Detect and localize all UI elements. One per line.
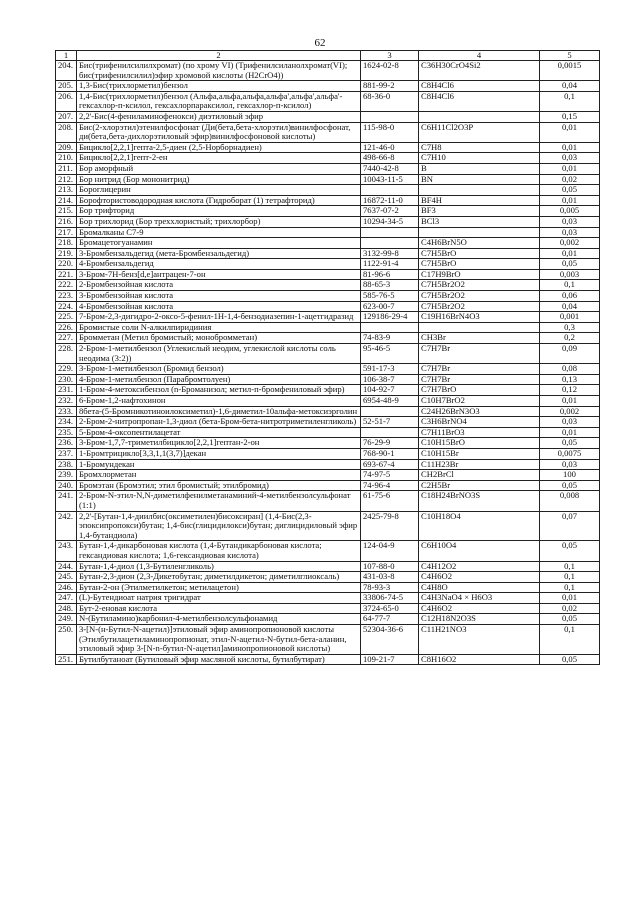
row-number: 215.: [56, 206, 77, 217]
value: 0,01: [540, 396, 600, 407]
table-row: [56, 227, 600, 238]
substance-name: Бицикло[2,2,1]гепта-2,5-диен (2,5-Норборнадиен): [77, 142, 361, 153]
table-row: [56, 603, 600, 614]
cas-number: 10294-34-5: [361, 216, 419, 227]
header-col-5: 5: [540, 51, 600, 61]
table-row: [56, 248, 600, 259]
substance-name: 4-Бромбензойная кислота: [77, 301, 361, 312]
table-row: [56, 61, 600, 81]
value: 0,1: [540, 572, 600, 583]
row-number: 236.: [56, 438, 77, 449]
value: 0,01: [540, 142, 600, 153]
formula: C10H7BrO2: [419, 396, 540, 407]
row-number: 235.: [56, 427, 77, 438]
value: 0,08: [540, 364, 600, 375]
table-row: [56, 195, 600, 206]
cas-number: 3724-65-0: [361, 603, 419, 614]
substance-name: 1,4-Бис(трихлорметил)бензол (Альфа,альфа,альфа,альфа',альфа',альфа'-гексахлор-п-ксилол, гексахлорпараксилол, гексахлор-п-ксилол): [77, 91, 361, 111]
table-body: [56, 61, 600, 665]
table-row: [56, 344, 600, 364]
value: 0,01: [540, 195, 600, 206]
row-number: 239.: [56, 470, 77, 481]
row-number: 227.: [56, 333, 77, 344]
cas-number: 2425-79-8: [361, 511, 419, 541]
cas-number: 61-75-6: [361, 491, 419, 511]
formula: C10H15Br: [419, 448, 540, 459]
table-row: [56, 582, 600, 593]
cas-number: 124-04-9: [361, 541, 419, 561]
row-number: 250.: [56, 625, 77, 655]
row-number: 206.: [56, 91, 77, 111]
row-number: 228.: [56, 344, 77, 364]
table-row: [56, 480, 600, 491]
formula: C7H8: [419, 142, 540, 153]
row-number: 240.: [56, 480, 77, 491]
row-number: 231.: [56, 385, 77, 396]
table-header: [56, 51, 600, 61]
substance-name: 1-Бромундекан: [77, 459, 361, 470]
value: 0,2: [540, 333, 600, 344]
value: 0,1: [540, 561, 600, 572]
value: 0,01: [540, 427, 600, 438]
formula: C7H5Br2O2: [419, 291, 540, 302]
row-number: 246.: [56, 582, 77, 593]
substance-name: 1,3-Бис(трихлорметил)бензол: [77, 81, 361, 92]
substance-name: 3-Бром-7Н-бенз[d,e]антрацен-7-он: [77, 269, 361, 280]
substance-name: (L)-Бутендиоат натрия тригидрат: [77, 593, 361, 604]
cas-number: 33806-74-5: [361, 593, 419, 604]
row-number: 210.: [56, 153, 77, 164]
formula: BN: [419, 174, 540, 185]
formula: C4H8O: [419, 582, 540, 593]
row-number: 244.: [56, 561, 77, 572]
substance-name: Бор трихлорид (Бор треххлористый; трихлорбор): [77, 216, 361, 227]
substance-name: 2-Бром-1-метилбензол (Углекислый неодим, углекислой кислоты соль неодима (3:2)): [77, 344, 361, 364]
row-number: 208.: [56, 122, 77, 142]
cas-number: [361, 238, 419, 249]
formula: C12H18N2O3S: [419, 614, 540, 625]
value: 0,13: [540, 374, 600, 385]
cas-number: 52-51-7: [361, 417, 419, 428]
substance-name: 2-Бром-2-нитропропан-1,3-диол (бета-Бром-бета-нитротриметиленгликоль): [77, 417, 361, 428]
row-number: 238.: [56, 459, 77, 470]
cas-number: 52304-36-6: [361, 625, 419, 655]
substance-name: 8бета-(5-Бромникотиноилоксиметил)-1,6-диметил-10альфа-метоксиэрголин: [77, 406, 361, 417]
value: 0,01: [540, 122, 600, 142]
cas-number: 768-90-1: [361, 448, 419, 459]
formula: C19H16BrN4O3: [419, 312, 540, 323]
cas-number: 81-96-6: [361, 269, 419, 280]
value: 0,05: [540, 185, 600, 196]
cas-number: 106-38-7: [361, 374, 419, 385]
value: 0,05: [540, 614, 600, 625]
row-number: 251.: [56, 654, 77, 665]
value: 0,002: [540, 238, 600, 249]
cas-number: [361, 406, 419, 417]
value: 0,05: [540, 541, 600, 561]
row-number: 221.: [56, 269, 77, 280]
formula: C7H5BrO: [419, 259, 540, 270]
cas-number: 881-99-2: [361, 81, 419, 92]
row-number: 233.: [56, 406, 77, 417]
substance-name: 3-Бром-1,7,7-триметилбицикло[2,2,1]гептан-2-он: [77, 438, 361, 449]
table-row: [56, 280, 600, 291]
table-row: [56, 122, 600, 142]
substance-name: 7-Бром-2,3-дигидро-2-оксо-5-фенил-1Н-1,4-бензодиазепин-1-ацетгидразид: [77, 312, 361, 323]
formula: C7H7Br: [419, 374, 540, 385]
row-number: 213.: [56, 185, 77, 196]
formula: C3H6BrNO4: [419, 417, 540, 428]
row-number: 212.: [56, 174, 77, 185]
formula: C4H6BrN5O: [419, 238, 540, 249]
value: 0,05: [540, 654, 600, 665]
cas-number: [361, 111, 419, 122]
cas-number: 3132-99-8: [361, 248, 419, 259]
value: 0,04: [540, 81, 600, 92]
value: 0,05: [540, 480, 600, 491]
table-row: [56, 206, 600, 217]
value: 0,003: [540, 269, 600, 280]
substance-name: Борофтористоводородная кислота (Гидроборат (1) тетрафторид): [77, 195, 361, 206]
row-number: 237.: [56, 448, 77, 459]
substance-name: Бис(2-хлорэтил)этенилфосфонат (Ди(бета,бета-хлорэтил)винилфосфонат, ди(бета,бета-дихлорэтиловый эфир)винилфосфоновой кислоты): [77, 122, 361, 142]
formula: [419, 185, 540, 196]
table-row: [56, 561, 600, 572]
formula: [419, 111, 540, 122]
substance-name: Бромацетогуанамин: [77, 238, 361, 249]
formula: C18H24BrNO3S: [419, 491, 540, 511]
substance-name: Бромистые соли N-алкилпиридиния: [77, 322, 361, 333]
value: 0,03: [540, 153, 600, 164]
value: 0,0075: [540, 448, 600, 459]
table-row: [56, 427, 600, 438]
table-row: [56, 91, 600, 111]
table-row: [56, 459, 600, 470]
cas-number: 74-83-9: [361, 333, 419, 344]
formula: [419, 227, 540, 238]
cas-number: 78-93-3: [361, 582, 419, 593]
cas-number: 7637-07-2: [361, 206, 419, 217]
substance-name: Бис(трифенилсилилхромат) (по хрому VI) (Трифенилсиланолхромат(VI); бис(трифенилсилил)эфир хромовой кислоты (H2CrO4)): [77, 61, 361, 81]
row-number: 242.: [56, 511, 77, 541]
cas-number: 498-66-8: [361, 153, 419, 164]
value: 0,02: [540, 174, 600, 185]
value: 0,3: [540, 322, 600, 333]
table-row: [56, 417, 600, 428]
substance-name: Бромметан (Метил бромистый; монобромметан): [77, 333, 361, 344]
formula: C11H23Br: [419, 459, 540, 470]
cas-number: 68-36-0: [361, 91, 419, 111]
value: 0,03: [540, 227, 600, 238]
row-number: 241.: [56, 491, 77, 511]
formula: C10H18O4: [419, 511, 540, 541]
row-number: 229.: [56, 364, 77, 375]
substance-name: 3-Бром-1-метилбензол (Бромид бензол): [77, 364, 361, 375]
value: 0,0015: [540, 61, 600, 81]
substance-name: 2,2'-[Бутан-1,4-диилбис(оксиметилен)бисоксиран] (1,4-Бис(2,3-эпоксипропокси)бутан; 1,4-бис(глицидилокси)бутан; диглицидиловый эфир 1,4-бутандиола): [77, 511, 361, 541]
substance-name: 3-[N-(н-Бутил-N-ацетил)]этиловый эфир аминопропионовой кислоты (Этилбутилацетиламинопропионат, этил-N-ацетил-N-бутил-бета-аланин, этиловый эфир 3-[N-n-бутил-N-ацетил]аминопропионовой кислоты): [77, 625, 361, 655]
value: 0,001: [540, 312, 600, 323]
cas-number: 6954-48-9: [361, 396, 419, 407]
header-col-3: 3: [361, 51, 419, 61]
row-number: 217.: [56, 227, 77, 238]
value: 0,03: [540, 216, 600, 227]
table-row: [56, 438, 600, 449]
formula: C6H11Cl2O3P: [419, 122, 540, 142]
table-row: [56, 654, 600, 665]
formula: BF3: [419, 206, 540, 217]
table-row: [56, 81, 600, 92]
cas-number: [361, 427, 419, 438]
substance-name: 2-Бромбензойная кислота: [77, 280, 361, 291]
cas-number: 109-21-7: [361, 654, 419, 665]
row-number: 248.: [56, 603, 77, 614]
substance-name: Бутилбутаноат (Бутиловый эфир масляной кислоты, бутилбутират): [77, 654, 361, 665]
substance-name: Бромалканы C7-9: [77, 227, 361, 238]
substance-name: 2-Бром-N-этил-N,N-диметилфенилметанаминий-4-метилбензолсульфонат (1:1): [77, 491, 361, 511]
formula: C7H7Br: [419, 364, 540, 375]
table-row: [56, 185, 600, 196]
substance-name: Бор трифторид: [77, 206, 361, 217]
table-row: [56, 572, 600, 583]
cas-number: 10043-11-5: [361, 174, 419, 185]
cas-number: 693-67-4: [361, 459, 419, 470]
substance-name: Бороглицерин: [77, 185, 361, 196]
value: 0,01: [540, 163, 600, 174]
formula: C36H30CrO4Si2: [419, 61, 540, 81]
formula: BCl3: [419, 216, 540, 227]
page-number: 62: [314, 37, 326, 49]
value: 0,04: [540, 301, 600, 312]
row-number: 224.: [56, 301, 77, 312]
substance-name: Бутан-1,4-диол (1,3-Бутиленгликоль): [77, 561, 361, 572]
row-number: 222.: [56, 280, 77, 291]
substance-name: Бутан-1,4-дикарбоновая кислота (1,4-Бутандикарбоновая кислота; гександиовая кислота; 1,6-гександиовая кислота): [77, 541, 361, 561]
value: 0,01: [540, 248, 600, 259]
cas-number: 431-03-8: [361, 572, 419, 583]
row-number: 211.: [56, 163, 77, 174]
formula: CH3Br: [419, 333, 540, 344]
cas-number: 104-92-7: [361, 385, 419, 396]
value: 0,06: [540, 291, 600, 302]
table-row: [56, 142, 600, 153]
substance-name: 1-Бромтрицикло[3,3,1,1(3,7)]декан: [77, 448, 361, 459]
formula: C10H15BrO: [419, 438, 540, 449]
table-row: [56, 593, 600, 604]
table-row: [56, 153, 600, 164]
value: 0,05: [540, 438, 600, 449]
table-row: [56, 111, 600, 122]
value: 0,03: [540, 417, 600, 428]
table-row: [56, 396, 600, 407]
table-row: [56, 541, 600, 561]
row-number: 245.: [56, 572, 77, 583]
table-row: [56, 406, 600, 417]
table-row: [56, 238, 600, 249]
substance-name: 5-Бром-4-оксопентилацетат: [77, 427, 361, 438]
table-row: [56, 291, 600, 302]
cas-number: 88-65-3: [361, 280, 419, 291]
substance-name: Бор нитрид (Бор мононитрид): [77, 174, 361, 185]
value: 0,15: [540, 111, 600, 122]
row-number: 219.: [56, 248, 77, 259]
table-row: [56, 312, 600, 323]
value: 0,05: [540, 259, 600, 270]
row-number: 216.: [56, 216, 77, 227]
row-number: 226.: [56, 322, 77, 333]
cas-number: [361, 322, 419, 333]
formula: C4H12O2: [419, 561, 540, 572]
formula: C2H5Br: [419, 480, 540, 491]
cas-number: 1122-91-4: [361, 259, 419, 270]
cas-number: 74-97-5: [361, 470, 419, 481]
value: 0,03: [540, 459, 600, 470]
cas-number: 74-96-4: [361, 480, 419, 491]
substance-name: Бутан-2-он (Этилметилкетон; метилацетон): [77, 582, 361, 593]
substances-table: [55, 50, 600, 665]
header-col-1: 1: [56, 51, 77, 61]
value: 0,02: [540, 603, 600, 614]
cas-number: 129186-29-4: [361, 312, 419, 323]
cas-number: 591-17-3: [361, 364, 419, 375]
table-row: [56, 470, 600, 481]
formula: C4H3NaO4 × H6O3: [419, 593, 540, 604]
row-number: 209.: [56, 142, 77, 153]
value: 0,005: [540, 206, 600, 217]
value: 0,1: [540, 280, 600, 291]
value: 0,09: [540, 344, 600, 364]
row-number: 220.: [56, 259, 77, 270]
header-col-4: 4: [419, 51, 540, 61]
table-row: [56, 448, 600, 459]
formula: B: [419, 163, 540, 174]
table-row: [56, 333, 600, 344]
formula: C6H10O4: [419, 541, 540, 561]
row-number: 214.: [56, 195, 77, 206]
cas-number: 121-46-0: [361, 142, 419, 153]
table-row: [56, 259, 600, 270]
cas-number: [361, 227, 419, 238]
row-number: 225.: [56, 312, 77, 323]
row-number: 230.: [56, 374, 77, 385]
table-row: [56, 625, 600, 655]
table-row: [56, 322, 600, 333]
substance-name: Бицикло[2,2,1]гепт-2-ен: [77, 153, 361, 164]
substance-name: 1-Бром-4-метоксибензол (n-Броманизол; метил-п-бромфениловый эфир): [77, 385, 361, 396]
formula: C4H6O2: [419, 572, 540, 583]
table-row: [56, 163, 600, 174]
substance-name: Бут-2-еновая кислота: [77, 603, 361, 614]
formula: C4H6O2: [419, 603, 540, 614]
cas-number: 16872-11-0: [361, 195, 419, 206]
formula: BF4H: [419, 195, 540, 206]
table-row: [56, 216, 600, 227]
row-number: 207.: [56, 111, 77, 122]
cas-number: 585-76-5: [361, 291, 419, 302]
row-number: 223.: [56, 291, 77, 302]
table-row: [56, 491, 600, 511]
formula: C7H10: [419, 153, 540, 164]
substance-name: 4-Бромбензальдегид: [77, 259, 361, 270]
cas-number: 107-88-0: [361, 561, 419, 572]
formula: C11H21NO3: [419, 625, 540, 655]
formula: C17H9BrO: [419, 269, 540, 280]
table-row: [56, 614, 600, 625]
cas-number: 7440-42-8: [361, 163, 419, 174]
table-row: [56, 364, 600, 375]
row-number: 204.: [56, 61, 77, 81]
table-row: [56, 301, 600, 312]
table-row: [56, 174, 600, 185]
table-row: [56, 385, 600, 396]
formula: C8H4Cl6: [419, 81, 540, 92]
substance-name: 3-Бромбензойная кислота: [77, 291, 361, 302]
formula: C7H7BrO: [419, 385, 540, 396]
value: 0,002: [540, 406, 600, 417]
substance-name: 2,2'-Бис(4-фениламинофенокси) диэтиловый эфир: [77, 111, 361, 122]
value: 100: [540, 470, 600, 481]
cas-number: 623-00-7: [361, 301, 419, 312]
substance-name: Бор аморфный: [77, 163, 361, 174]
formula: C24H26BrN3O3: [419, 406, 540, 417]
formula: C7H5Br2O2: [419, 280, 540, 291]
row-number: 243.: [56, 541, 77, 561]
table-row: [56, 269, 600, 280]
substance-name: 6-Бром-1,2-нафтохинон: [77, 396, 361, 407]
value: 0,12: [540, 385, 600, 396]
row-number: 234.: [56, 417, 77, 428]
header-col-2: 2: [77, 51, 361, 61]
substance-name: Бромэтан (Бромэтил; этил бромистый; этилбромид): [77, 480, 361, 491]
cas-number: 115-98-0: [361, 122, 419, 142]
formula: C7H7Br: [419, 344, 540, 364]
row-number: 218.: [56, 238, 77, 249]
value: 0,1: [540, 625, 600, 655]
value: 0,1: [540, 91, 600, 111]
value: 0,008: [540, 491, 600, 511]
substance-name: 3-Бромбензальдегид (мета-Бромбензальдегид): [77, 248, 361, 259]
cas-number: 76-29-9: [361, 438, 419, 449]
cas-number: 95-46-5: [361, 344, 419, 364]
formula: C7H11BrO3: [419, 427, 540, 438]
value: 0,07: [540, 511, 600, 541]
cas-number: 1624-02-8: [361, 61, 419, 81]
formula: C7H5Br2O2: [419, 301, 540, 312]
row-number: 247.: [56, 593, 77, 604]
value: 0,1: [540, 582, 600, 593]
row-number: 249.: [56, 614, 77, 625]
substance-name: 4-Бром-1-метилбензол (Парабромтолуен): [77, 374, 361, 385]
row-number: 205.: [56, 81, 77, 92]
table-row: [56, 511, 600, 541]
cas-number: [361, 185, 419, 196]
substance-name: N-(Бутиламино)карбонил-4-метилбензолсульфонамид: [77, 614, 361, 625]
table-row: [56, 374, 600, 385]
row-number: 232.: [56, 396, 77, 407]
formula: CH2BrCl: [419, 470, 540, 481]
value: 0,01: [540, 593, 600, 604]
substance-name: Бромхлорметан: [77, 470, 361, 481]
formula: C7H5BrO: [419, 248, 540, 259]
cas-number: 64-77-7: [361, 614, 419, 625]
formula: C8H4Cl6: [419, 91, 540, 111]
substance-name: Бутан-2,3-дион (2,3-Дикетобутан; диметилдикетон; диметилглиоксаль): [77, 572, 361, 583]
formula: C8H16O2: [419, 654, 540, 665]
formula: [419, 322, 540, 333]
